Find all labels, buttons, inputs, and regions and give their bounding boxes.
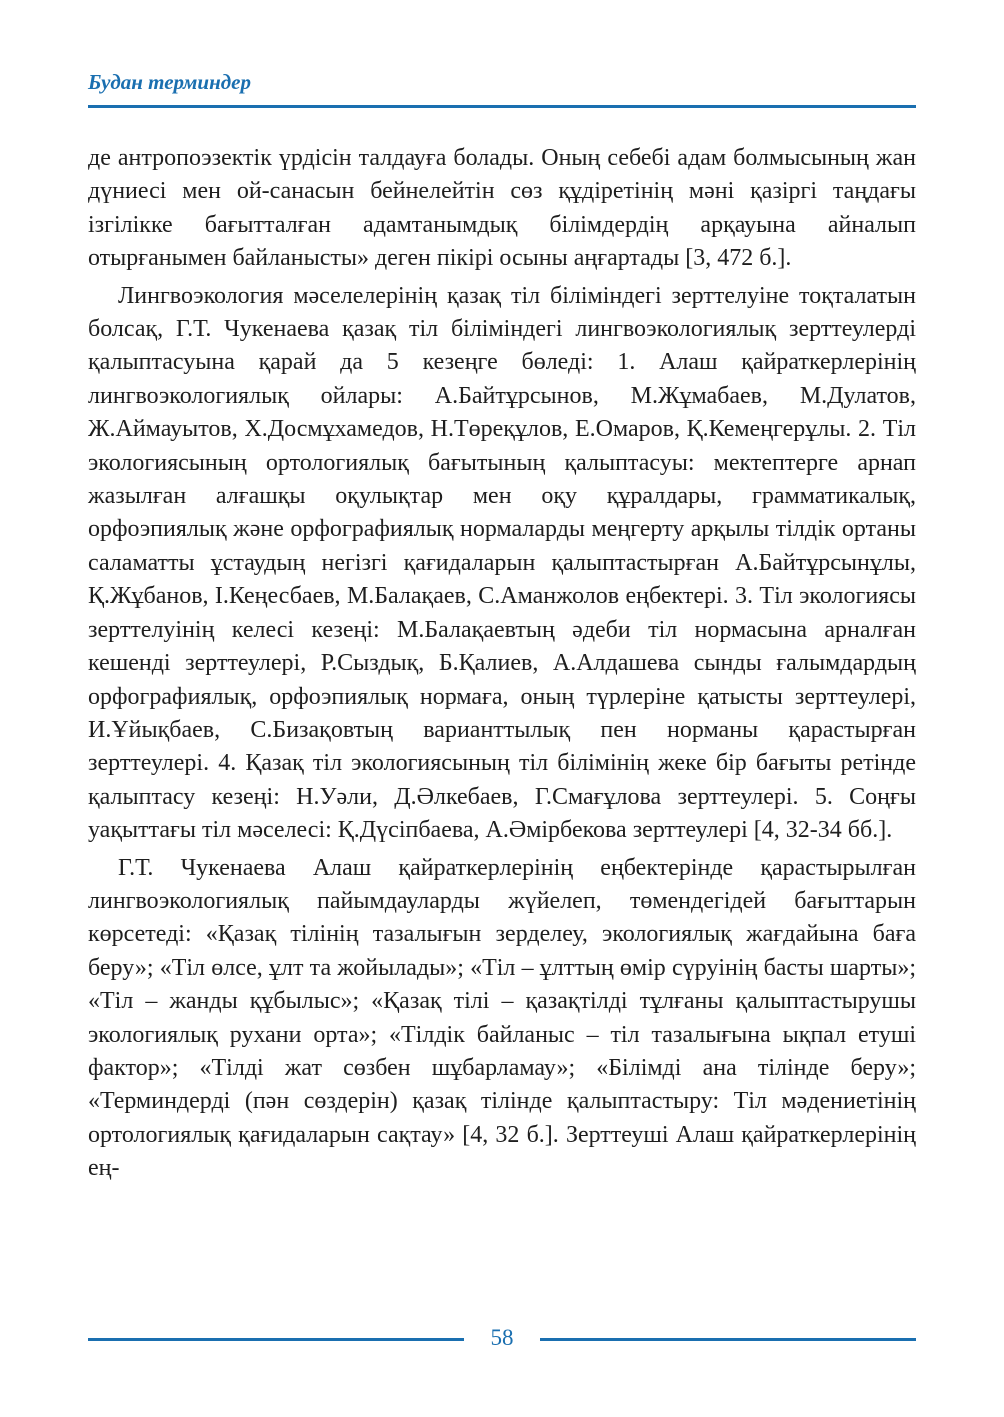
- header-rule: [88, 105, 916, 108]
- paragraph-1: де антропоэзектік үрдісін талдауға болады. Оның себебі адам болмысының жан дүниесі мен ой-санасын бейнелейтін сөз құдіретінің мәні қазіргі таңдағы ізгілікке бағытталған адамтанымдық білімдердің арқауына айналып отырғанымен байланысты» деген пікірі осыны аңғартады [3, 472 б.].: [88, 145, 916, 272]
- footer-rule-left: [88, 1338, 464, 1341]
- footer-rule-right: [540, 1338, 916, 1341]
- paragraph-3: Г.Т. Чукенаева Алаш қайраткерлерінің еңбектерінде қарастырылған лингвоэкологиялық пайымдауларды жүйелеп, төмендегідей бағыттарын көрсетеді: «Қазақ тілінің тазалығын зерделеу, экологиялық жағдайына баға беру»; «Тіл өлсе, ұлт та жойылады»; «Тіл – ұлттың өмір сүруінің басты шарты»; «Тіл – жанды құбылыс»; «Қазақ тілі – қазақтілді тұлғаны қалыптастырушы экологиялық рухани орта»; «Тілдік байланыс – тіл тазалығына ықпал етуші фактор»; «Тілді жат сөзбен шұбарламау»; «Білімді ана тілінде беру»; «Терминдерді (пән сөздерін) қазақ тілінде қалыптастыру: Тіл мәдениетінің ортологиялық қағидаларын сақтау» [4, 32 б.]. Зерттеуші Алаш қайраткерлерінің ең-: [88, 854, 916, 1182]
- body-text: [88, 142, 916, 1190]
- running-title: Будан терминдер: [88, 70, 251, 94]
- page-number: 58: [490, 1325, 514, 1350]
- paragraph-2: Лингвоэкология мәселелерінің қазақ тіл біліміндегі зерттелуіне тоқталатын болсақ, Г.Т. Чукенаева қазақ тіл біліміндегі лингвоэкологиялық зерттеулерді қалыптасуына қарай да 5 кезеңге бөледі: 1. Алаш қайраткерлерінің лингвоэкологиялық ойлары: А.Байтұрсынов, М.Жұмабаев, М.Дулатов, Ж.Аймауытов, Х.Досмұхамедов, Н.Төреқұлов, Е.Омаров, Қ.Кемеңгерұлы. 2. Тіл экологиясының ортологиялық бағытының қалыптасуы: мектептерге арнап жазылған алғашқы оқулықтар мен оқу құралдары, грамматикалық, орфоэпиялық және орфографиялық нормаларды меңгерту арқылы тілдік ортаны саламатты ұстаудың негізгі қағидаларын қалыптастырған А.Байтұрсынұлы, Қ.Жұбанов, І.Кеңесбаев, М.Балақаев, С.Аманжолов еңбектері. 3. Тіл экологиясы зерттелуінің келесі кезеңі: М.Балақаевтың әдеби тіл нормасына арналған кешенді зерттеулері, Р.Сыздық, Б.Қалиев, А.Алдашева сынды ғалымдардың орфографиялық, орфоэпиялық нормаға, оның түрлеріне қатысты зерттеулері, И.Ұйықбаев, С.Бизақовтың варианттылық пен норманы қарастырған зерттеулері. 4. Қазақ тіл экологиясының тіл білімінің жеке бір бағыты ретінде қалыптасу кезеңі: Н.Уәли, Д.Әлкебаев, Г.Смағұлова зерттеулері. 5. Соңғы уақыттағы тіл мәселесі: Қ.Дүсіпбаева, А.Әмірбекова зерттеулері [4, 32-34 бб.].: [88, 282, 916, 844]
